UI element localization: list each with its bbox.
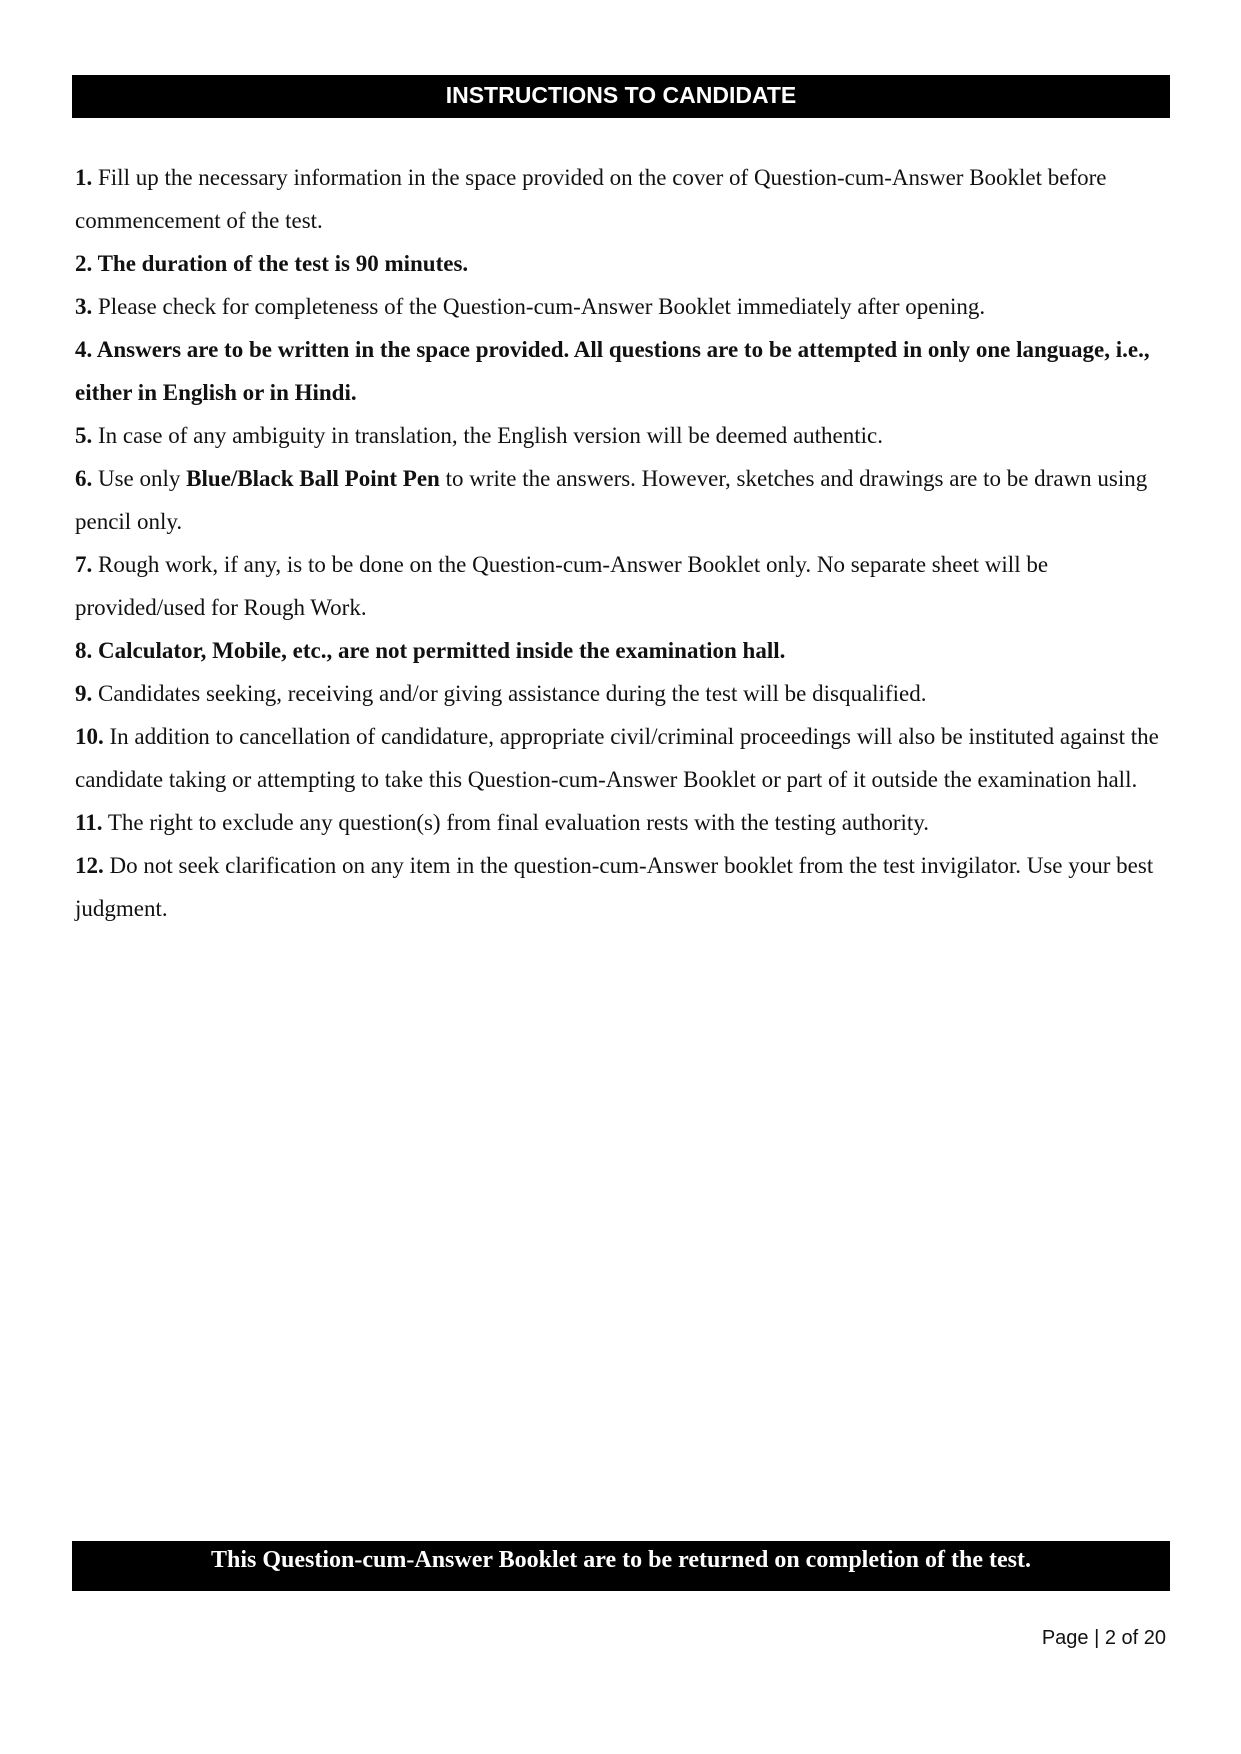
- instruction-text: Please check for completeness of the Question-cum-Answer Booklet immediately after opening.: [92, 294, 986, 319]
- instruction-item-4: [75, 328, 1170, 414]
- instruction-number: 4.: [75, 337, 93, 362]
- header-title: INSTRUCTIONS TO CANDIDATE: [445, 82, 797, 108]
- instruction-text: In case of any ambiguity in translation, the English version will be deemed authentic.: [92, 423, 883, 448]
- instruction-text: Answers are to be written in the space provided. All questions are to be attempted in only one language, i.e., either in English or in Hindi.: [75, 337, 1150, 405]
- instruction-item-8: [75, 629, 1170, 672]
- instruction-number: 9.: [75, 681, 93, 706]
- instruction-number: 5.: [75, 423, 93, 448]
- page-number: Page | 2 of 20: [1041, 1627, 1166, 1649]
- instruction-text: The duration of the test is 90 minutes.: [92, 251, 469, 276]
- instruction-item-2: [75, 242, 1170, 285]
- instruction-item-3: [75, 285, 1170, 328]
- instructions-list: [75, 156, 1170, 930]
- instruction-text: Fill up the necessary information in the space provided on the cover of Question-cum-Answer Booklet before commencement of the test.: [75, 165, 1107, 233]
- pen-requirement: Blue/Black Ball Point Pen: [186, 466, 440, 491]
- instruction-number: 7.: [75, 552, 93, 577]
- instruction-item-9: [75, 672, 1170, 715]
- instruction-number: 8.: [75, 638, 93, 663]
- instruction-number: 6.: [75, 466, 93, 491]
- instruction-number: 1.: [75, 165, 93, 190]
- instruction-number: 10.: [75, 724, 104, 749]
- instruction-item-10: [75, 715, 1170, 801]
- instruction-text: Calculator, Mobile, etc., are not permitted inside the examination hall.: [92, 638, 786, 663]
- instruction-item-1: [75, 156, 1170, 242]
- instruction-text: The right to exclude any question(s) from final evaluation rests with the testing authority.: [102, 810, 930, 835]
- instruction-text: Candidates seeking, receiving and/or giving assistance during the test will be disqualified.: [92, 681, 927, 706]
- return-notice-bar: [72, 1541, 1170, 1591]
- instructions-header: [72, 75, 1170, 118]
- instruction-item-6: [75, 457, 1170, 543]
- return-notice: This Question-cum-Answer Booklet are to be returned on completion of the test.: [211, 1547, 1031, 1573]
- instruction-text-post: to write the answers. However, sketches and drawings are to be drawn using pencil only.: [75, 466, 1148, 534]
- instruction-number: 3.: [75, 294, 93, 319]
- instruction-item-12: [75, 844, 1170, 930]
- instruction-number: 2.: [75, 251, 93, 276]
- instruction-text-pre: Use only: [92, 466, 187, 491]
- instruction-text: Do not seek clarification on any item in the question-cum-Answer booklet from the test invigilator. Use your best judgment.: [75, 853, 1154, 921]
- instruction-item-11: [75, 801, 1170, 844]
- instruction-number: 11.: [75, 810, 103, 835]
- instruction-text: Rough work, if any, is to be done on the Question-cum-Answer Booklet only. No separate sheet will be provided/used for Rough Work.: [75, 552, 1049, 620]
- instruction-item-5: [75, 414, 1170, 457]
- instruction-text: In addition to cancellation of candidature, appropriate civil/criminal proceedings will also be instituted against the candidate taking or attempting to take this Question-cum-Answer Booklet or part of it outside the examination hall.: [75, 724, 1159, 792]
- instruction-number: 12.: [75, 853, 104, 878]
- instruction-item-7: [75, 543, 1170, 629]
